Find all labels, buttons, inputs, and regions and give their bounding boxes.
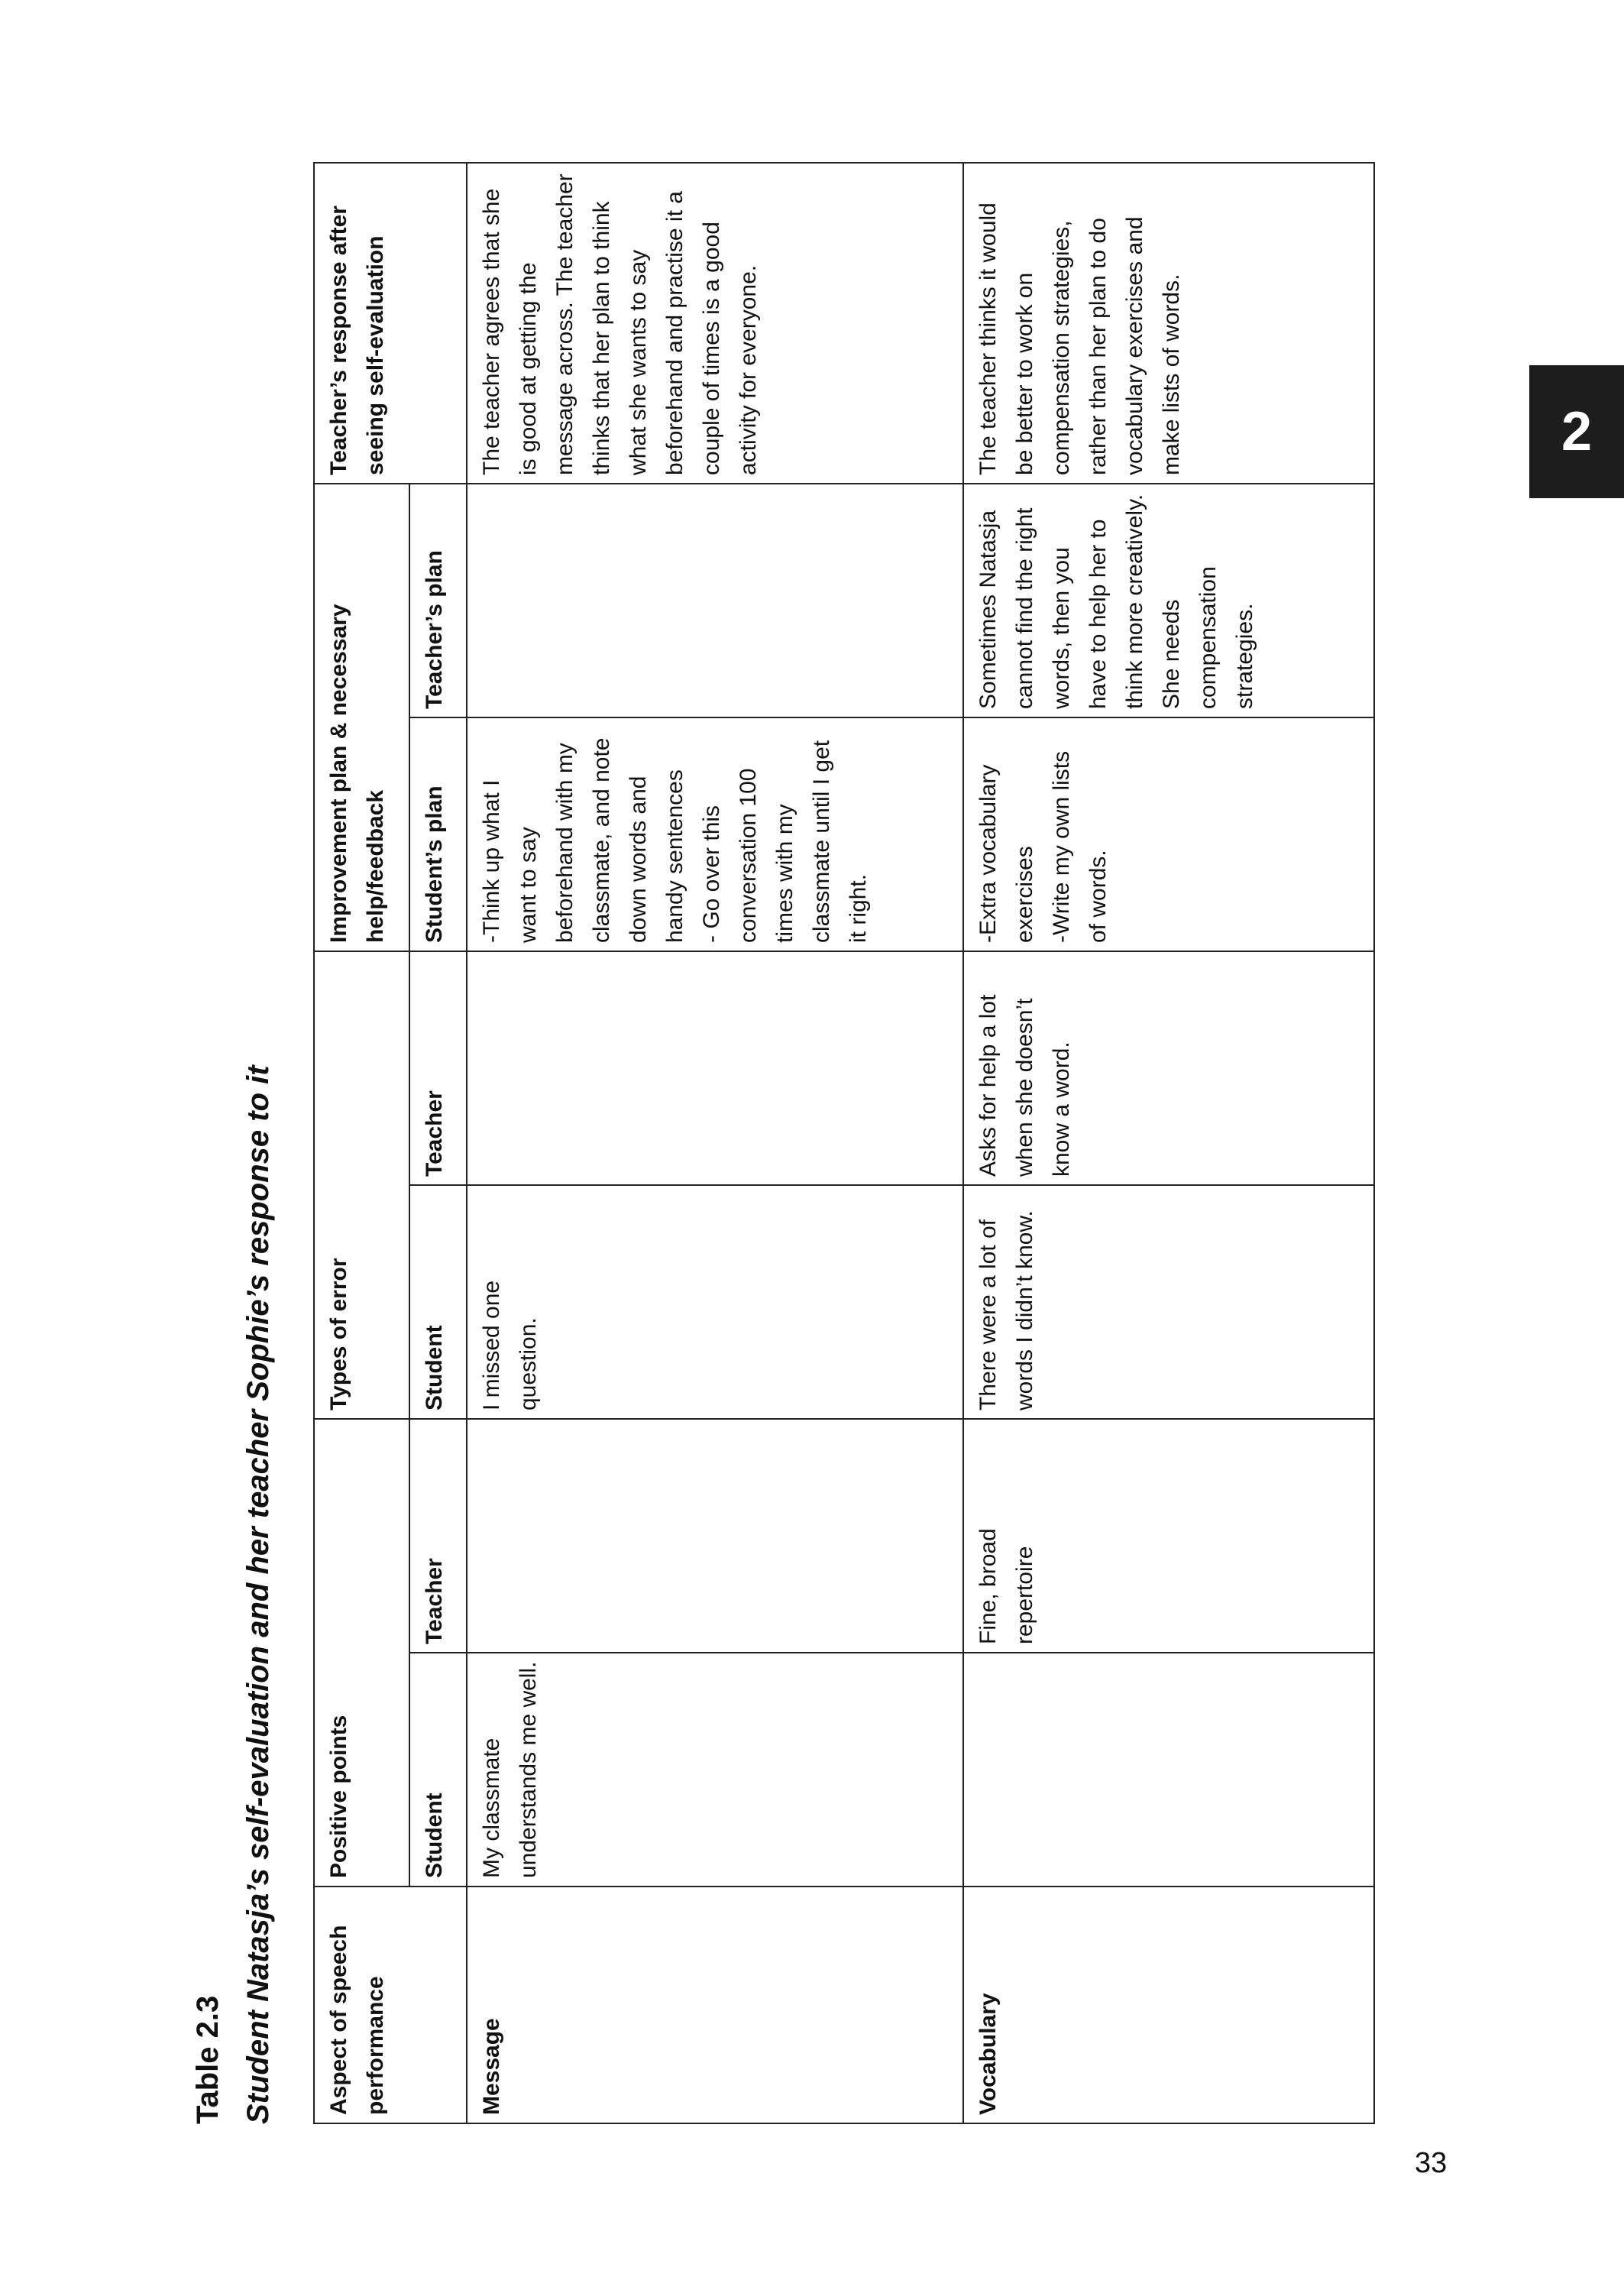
vocabulary-teacher-response: The teacher thinks it would be better to work on compensation strategies, rather than her plan to do vocabulary exercises and make lists of words. bbox=[963, 163, 1374, 484]
vocabulary-positive-student bbox=[963, 1653, 1374, 1887]
subheader-students-plan: Student’s plan bbox=[409, 717, 467, 951]
subheader-positive-student: Student bbox=[409, 1653, 467, 1887]
vocabulary-teachers-plan: Sometimes Natasja cannot find the right words, then you have to help her to think more creatively. She needs compensation strategies. bbox=[963, 484, 1374, 717]
subheader-teachers-plan: Teacher’s plan bbox=[409, 484, 467, 717]
chapter-tab bbox=[1529, 365, 1624, 498]
message-positive-student: My classmate understands me well. bbox=[467, 1653, 963, 1887]
message-plan-line-2: - Go over this conversation 100 times with my classmate until I get it right. bbox=[699, 740, 871, 943]
aspect-vocabulary: Vocabulary bbox=[963, 1887, 1374, 2123]
header-types-of-error: Types of error bbox=[314, 951, 409, 1419]
message-teachers-plan bbox=[467, 484, 963, 717]
vocabulary-plan-line-1: -Extra vocabulary exercises bbox=[975, 764, 1037, 943]
message-plan-line-1: -Think up what I want to say beforehand with my classmate, and note down words and handy sentences bbox=[479, 737, 687, 943]
page-number: 33 bbox=[1415, 2147, 1448, 2179]
subheader-error-student: Student bbox=[409, 1185, 467, 1419]
vocabulary-positive-teacher: Fine, broad repertoire bbox=[963, 1419, 1374, 1653]
table-row-message bbox=[467, 163, 963, 2123]
subheader-error-teacher: Teacher bbox=[409, 951, 467, 1185]
table-caption: Student Natasja’s self-evaluation and her teacher Sophie’s response to it bbox=[241, 1065, 275, 2124]
table-row-vocabulary bbox=[963, 163, 1374, 2123]
table-label: Table 2.3 bbox=[191, 1995, 225, 2124]
header-aspect: Aspect of speech performance bbox=[314, 1887, 467, 2123]
subheader-positive-teacher: Teacher bbox=[409, 1419, 467, 1653]
self-evaluation-table bbox=[313, 162, 1375, 2124]
rotated-page-content bbox=[191, 138, 1413, 2124]
header-teacher-response: Teacher’s response after seeing self-evaluation bbox=[314, 163, 467, 484]
chapter-number: 2 bbox=[1561, 401, 1593, 462]
message-error-teacher bbox=[467, 951, 963, 1185]
header-row bbox=[314, 163, 409, 2123]
vocabulary-error-student: There were a lot of words I didn’t know. bbox=[963, 1185, 1374, 1419]
vocabulary-students-plan bbox=[963, 717, 1374, 951]
vocabulary-error-teacher: Asks for help a lot when she doesn’t know a word. bbox=[963, 951, 1374, 1185]
message-students-plan bbox=[467, 717, 963, 951]
aspect-message: Message bbox=[467, 1887, 963, 2123]
header-improvement-plan: Improvement plan & necessary help/feedback bbox=[314, 484, 409, 951]
message-error-student: I missed one question. bbox=[467, 1185, 963, 1419]
header-positive-points: Positive points bbox=[314, 1419, 409, 1887]
message-positive-teacher bbox=[467, 1419, 963, 1653]
message-teacher-response: The teacher agrees that she is good at getting the message across. The teacher thinks that her plan to think what she wants to say beforehand and practise it a couple of times is a good activity for everyone. bbox=[467, 163, 963, 484]
vocabulary-plan-line-2: -Write my own lists of words. bbox=[1049, 750, 1111, 943]
